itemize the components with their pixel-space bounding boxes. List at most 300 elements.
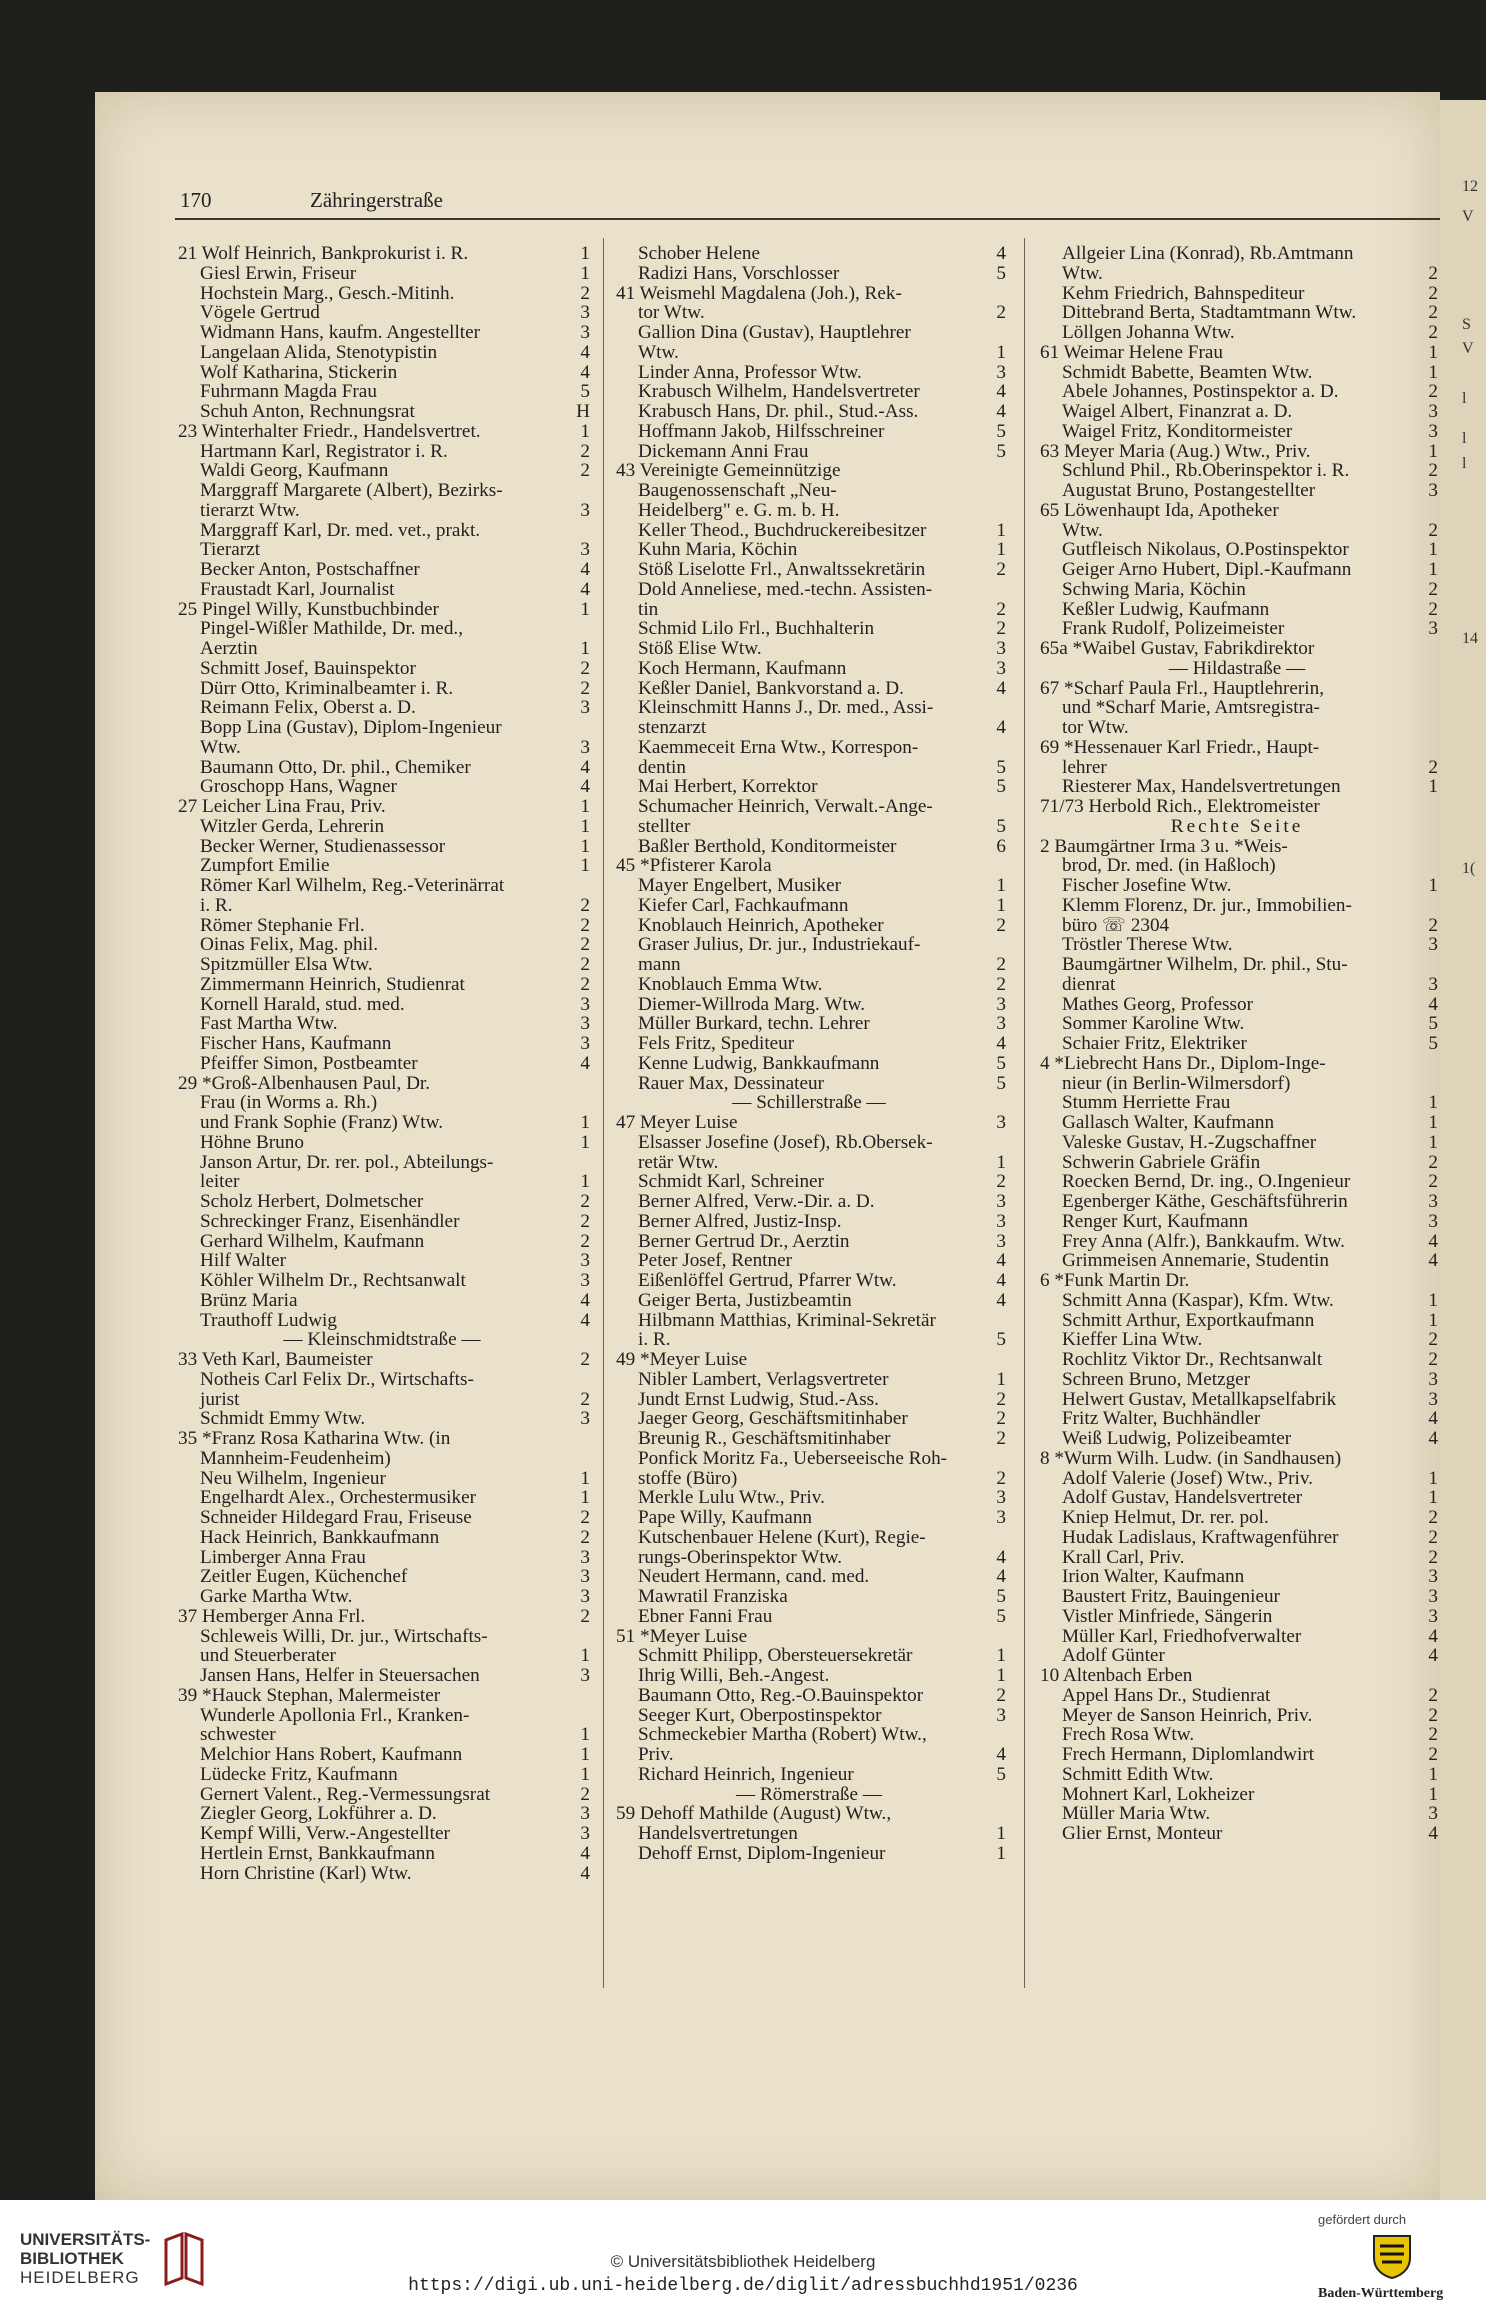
next-page-fragment: l xyxy=(1462,390,1467,407)
directory-entry-line xyxy=(616,1054,1006,1074)
entry-text: 27 Leicher Lina Frau, Priv. xyxy=(178,797,386,817)
entry-text: Fuhrmann Magda Frau xyxy=(200,382,377,402)
floor-number xyxy=(1002,738,1006,758)
floor-number xyxy=(1002,698,1006,718)
floor-number: 2 xyxy=(580,1508,590,1528)
directory-entry-line xyxy=(178,1172,590,1192)
floor-number xyxy=(1434,817,1438,837)
floor-number: 5 xyxy=(1428,1034,1438,1054)
entry-text: Widmann Hans, kaufm. Angestellter xyxy=(200,323,481,343)
floor-number: 3 xyxy=(1428,1389,1438,1410)
entry-text: brod, Dr. med. (in Haßloch) xyxy=(1062,856,1276,876)
directory-entry-line xyxy=(1040,402,1438,422)
directory-entry-line xyxy=(616,817,1006,837)
next-page-fragment: 12 xyxy=(1462,178,1478,195)
directory-entry-line xyxy=(1040,521,1438,541)
floor-number: 2 xyxy=(580,1350,590,1370)
floor-number: 4 xyxy=(1428,1409,1438,1429)
directory-entry-line xyxy=(616,1548,1006,1568)
floor-number: 1 xyxy=(1428,362,1438,383)
floor-number: 2 xyxy=(1428,382,1438,402)
floor-number: 4 xyxy=(1428,1429,1438,1449)
directory-entry-line xyxy=(1040,1666,1438,1686)
entry-text: Schuh Anton, Rechnungsrat xyxy=(200,402,415,422)
entry-text: Geiger Arno Hubert, Dipl.-Kaufmann xyxy=(1062,560,1352,580)
entry-text: Jundt Ernst Ludwig, Stud.-Ass. xyxy=(638,1389,879,1410)
entry-text: Spitzmüller Elsa Wtw. xyxy=(200,955,373,975)
directory-entry-line xyxy=(178,639,590,659)
floor-number: 5 xyxy=(996,441,1006,462)
directory-entry-line xyxy=(616,1587,1006,1607)
floor-number: 4 xyxy=(1428,1251,1438,1271)
directory-entry-line xyxy=(178,1745,590,1765)
floor-number: 1 xyxy=(580,856,590,876)
entry-text: Priv. xyxy=(638,1745,674,1765)
copyright-notice: © Universitätsbibliothek Heidelberg xyxy=(610,2252,876,2271)
floor-number: H xyxy=(576,402,590,422)
entry-text: Jaeger Georg, Geschäftsmitinhaber xyxy=(638,1409,908,1429)
floor-number: 2 xyxy=(580,895,590,916)
directory-entry-line xyxy=(178,659,590,679)
floor-number: 4 xyxy=(580,757,590,778)
entry-text: Mawratil Franziska xyxy=(638,1587,788,1607)
entry-text: Witzler Gerda, Lehrerin xyxy=(200,816,385,837)
floor-number: 1 xyxy=(996,1843,1006,1864)
floor-number: 4 xyxy=(996,382,1006,402)
floor-number: 1 xyxy=(580,263,590,284)
directory-entry-line xyxy=(1040,1251,1438,1271)
entry-text: 59 Dehoff Mathilde (August) Wtw., xyxy=(616,1804,892,1824)
floor-number xyxy=(1434,1074,1438,1094)
directory-entry-line xyxy=(178,837,590,857)
floor-number: 1 xyxy=(580,1764,590,1785)
entry-text: Schmitt Arthur, Exportkaufmann xyxy=(1062,1310,1315,1331)
directory-entry-line xyxy=(616,1172,1006,1192)
entry-text: Mayer Engelbert, Musiker xyxy=(638,876,842,896)
directory-entry-line xyxy=(1040,1172,1438,1192)
entry-text: Abele Johannes, Postinspektor a. D. xyxy=(1062,382,1339,402)
directory-entry-line xyxy=(178,955,590,975)
directory-entry-line xyxy=(1040,955,1438,975)
entry-text: Vögele Gertrud xyxy=(200,303,320,323)
floor-number: 4 xyxy=(996,402,1006,422)
entry-text: Wtw. xyxy=(200,737,241,758)
entry-text: Rechte Seite xyxy=(1170,816,1304,837)
floor-number: 3 xyxy=(580,1666,590,1686)
entry-text: 43 Vereinigte Gemeinnützige xyxy=(616,461,841,481)
entry-text: Frank Rudolf, Polizeimeister xyxy=(1062,619,1285,639)
directory-entry-line xyxy=(1040,1785,1438,1805)
entry-text: 71/73 Herbold Rich., Elektromeister xyxy=(1040,797,1320,817)
floor-number: 2 xyxy=(996,1429,1006,1449)
directory-entry-line xyxy=(1040,1212,1438,1232)
floor-number: 1 xyxy=(580,797,590,817)
floor-number: 3 xyxy=(996,658,1006,679)
directory-entry-line xyxy=(178,738,590,758)
floor-number: 4 xyxy=(580,1290,590,1311)
floor-number: 3 xyxy=(1428,619,1438,639)
directory-entry-line xyxy=(178,1627,590,1647)
entry-text: Schaier Fritz, Elektriker xyxy=(1062,1034,1247,1054)
directory-entry-line xyxy=(1040,600,1438,620)
floor-number: 3 xyxy=(580,540,590,560)
floor-number: 5 xyxy=(580,382,590,402)
floor-number: 3 xyxy=(996,1113,1006,1133)
entry-text: Köhler Wilhelm Dr., Rechtsanwalt xyxy=(200,1271,466,1291)
entry-text: Meyer de Sanson Heinrich, Priv. xyxy=(1062,1705,1313,1726)
floor-number: 3 xyxy=(580,1824,590,1844)
floor-number: 1 xyxy=(580,836,590,857)
floor-number: 2 xyxy=(580,1527,590,1548)
floor-number xyxy=(1002,1093,1006,1113)
directory-entry-line xyxy=(616,1330,1006,1350)
entry-text: Breunig R., Geschäftsmitinhaber xyxy=(638,1429,891,1449)
floor-number xyxy=(1002,1311,1006,1331)
directory-entry-line xyxy=(1040,1528,1438,1548)
floor-number: 3 xyxy=(996,1488,1006,1508)
floor-number: 2 xyxy=(996,599,1006,620)
entry-text: Hilf Walter xyxy=(200,1251,287,1271)
entry-text: Schleweis Willi, Dr. jur., Wirtschafts- xyxy=(200,1626,488,1647)
entry-text: Groschopp Hans, Wagner xyxy=(200,777,397,797)
directory-entry-line xyxy=(616,856,1006,876)
entry-text: Gerhard Wilhelm, Kaufmann xyxy=(200,1231,425,1252)
floor-number: 2 xyxy=(1428,1330,1438,1350)
entry-text: Pape Willy, Kaufmann xyxy=(638,1508,813,1528)
directory-entry-line xyxy=(178,1488,590,1508)
entry-text: Waigel Albert, Finanzrat a. D. xyxy=(1062,402,1293,422)
floor-number: 5 xyxy=(996,1053,1006,1074)
directory-entry-line xyxy=(1040,481,1438,501)
floor-number xyxy=(1002,1528,1006,1548)
entry-text: 47 Meyer Luise xyxy=(616,1113,738,1133)
entry-text: Wolf Katharina, Stickerin xyxy=(200,362,398,383)
entry-text: Richard Heinrich, Ingenieur xyxy=(638,1764,854,1785)
floor-number: 2 xyxy=(580,1606,590,1627)
header-rule xyxy=(175,218,1440,220)
directory-entry-line xyxy=(178,363,590,383)
floor-number: 1 xyxy=(580,1172,590,1192)
page-number: 170 xyxy=(180,188,212,212)
floor-number: 2 xyxy=(1428,1725,1438,1745)
directory-entry-line xyxy=(1040,1291,1438,1311)
floor-number: 3 xyxy=(996,994,1006,1015)
floor-number: 2 xyxy=(580,678,590,699)
directory-entry-line xyxy=(178,501,590,521)
directory-entry-line xyxy=(616,600,1006,620)
directory-entry-line xyxy=(616,1429,1006,1449)
floor-number: 3 xyxy=(1428,421,1438,442)
floor-number: 1 xyxy=(1428,1764,1438,1785)
directory-entry-line xyxy=(178,264,590,284)
directory-column-2 xyxy=(616,244,1006,1864)
floor-number: 1 xyxy=(580,599,590,620)
directory-entry-line xyxy=(1040,1627,1438,1647)
floor-number: 3 xyxy=(580,1034,590,1054)
directory-entry-line xyxy=(178,1429,590,1449)
directory-entry-line xyxy=(616,1706,1006,1726)
entry-text: Zimmermann Heinrich, Studienrat xyxy=(200,974,465,995)
directory-entry-line xyxy=(1040,1409,1438,1429)
floor-number: 4 xyxy=(580,1053,590,1074)
entry-text: 67 *Scharf Paula Frl., Hauptlehrerin, xyxy=(1040,678,1325,699)
directory-entry-line xyxy=(178,284,590,304)
floor-number: 1 xyxy=(1428,1468,1438,1489)
floor-number: 1 xyxy=(580,1745,590,1765)
directory-entry-line xyxy=(178,1706,590,1726)
directory-entry-line xyxy=(616,797,1006,817)
floor-number: 2 xyxy=(996,1389,1006,1410)
entry-text: Zeitler Eugen, Küchenchef xyxy=(200,1567,408,1587)
entry-text: Schmitt Edith Wtw. xyxy=(1062,1764,1214,1785)
directory-entry-line xyxy=(616,1390,1006,1410)
floor-number: 4 xyxy=(996,1034,1006,1054)
entry-text: Melchior Hans Robert, Kaufmann xyxy=(200,1745,463,1765)
directory-entry-line xyxy=(178,817,590,837)
floor-number: 3 xyxy=(996,1508,1006,1528)
directory-entry-line xyxy=(616,876,1006,896)
floor-number: 4 xyxy=(1428,1646,1438,1666)
directory-entry-line xyxy=(178,1666,590,1686)
floor-number: 3 xyxy=(580,1251,590,1271)
entry-text: Frech Rosa Wtw. xyxy=(1062,1725,1195,1745)
directory-entry-line xyxy=(178,382,590,402)
directory-entry-line xyxy=(178,1686,590,1706)
entry-text: Hack Heinrich, Bankkaufmann xyxy=(200,1527,440,1548)
directory-entry-line xyxy=(1040,1548,1438,1568)
directory-entry-line xyxy=(616,402,1006,422)
entry-text: Adolf Günter xyxy=(1062,1646,1165,1666)
entry-text: lehrer xyxy=(1062,757,1107,778)
entry-text: Schwing Maria, Köchin xyxy=(1062,579,1246,600)
directory-entry-line xyxy=(178,1034,590,1054)
entry-text: Geiger Berta, Justizbeamtin xyxy=(638,1290,852,1311)
floor-number: 2 xyxy=(580,1192,590,1212)
directory-entry-line xyxy=(1040,679,1438,699)
entry-text: i. R. xyxy=(638,1330,671,1350)
floor-number: 2 xyxy=(580,1211,590,1232)
street-divider xyxy=(616,1093,1006,1113)
floor-number: 2 xyxy=(996,1685,1006,1706)
floor-number: 2 xyxy=(580,915,590,936)
entry-text: Diemer-Willroda Marg. Wtw. xyxy=(638,994,866,1015)
directory-entry-line xyxy=(616,916,1006,936)
floor-number: 1 xyxy=(580,1725,590,1745)
entry-text: Berner Gertrud Dr., Aerztin xyxy=(638,1231,850,1252)
floor-number xyxy=(586,1627,590,1647)
entry-text: Schumacher Heinrich, Verwalt.-Ange- xyxy=(638,797,933,817)
entry-text: 41 Weismehl Magdalena (Joh.), Rek- xyxy=(616,283,902,304)
floor-number: 1 xyxy=(996,895,1006,916)
floor-number: 4 xyxy=(996,1745,1006,1765)
floor-number: 2 xyxy=(580,283,590,304)
directory-entry-line xyxy=(616,1844,1006,1864)
floor-number xyxy=(1002,580,1006,600)
directory-entry-line xyxy=(616,1824,1006,1844)
directory-entry-line xyxy=(1040,1587,1438,1607)
floor-number: 2 xyxy=(1428,1705,1438,1726)
directory-entry-line xyxy=(1040,442,1438,462)
directory-entry-line xyxy=(1040,1804,1438,1824)
floor-number: 3 xyxy=(580,1547,590,1568)
directory-entry-line xyxy=(178,975,590,995)
floor-number: 2 xyxy=(1428,1745,1438,1765)
floor-number xyxy=(586,718,590,738)
directory-entry-line xyxy=(616,481,1006,501)
entry-text: Marggraff Karl, Dr. med. vet., prakt. xyxy=(200,520,481,541)
directory-entry-line xyxy=(1040,560,1438,580)
floor-number: 1 xyxy=(1428,876,1438,896)
entry-text: tor Wtw. xyxy=(1062,718,1129,738)
floor-number xyxy=(586,481,590,501)
directory-entry-line xyxy=(1040,1054,1438,1074)
entry-text: Pfeiffer Simon, Postbeamter xyxy=(200,1053,418,1074)
floor-number: 2 xyxy=(996,619,1006,639)
directory-entry-line xyxy=(1040,1330,1438,1350)
floor-number: 3 xyxy=(580,994,590,1015)
entry-text: Graser Julius, Dr. jur., Industriekauf- xyxy=(638,935,921,955)
entry-text: Dickemann Anni Frau xyxy=(638,441,809,462)
floor-number: 4 xyxy=(580,579,590,600)
entry-text: Schlund Phil., Rb.Oberinspektor i. R. xyxy=(1062,461,1350,481)
entry-text: Hilbmann Matthias, Kriminal-Sekretär xyxy=(638,1310,936,1331)
entry-text: Kleinschmitt Hanns J., Dr. med., Assi- xyxy=(638,698,934,718)
directory-entry-line xyxy=(616,284,1006,304)
directory-entry-line xyxy=(1040,1271,1438,1291)
entry-text: und Steuerberater xyxy=(200,1646,336,1666)
entry-text: Fischer Josefine Wtw. xyxy=(1062,876,1232,896)
directory-entry-line xyxy=(1040,1745,1438,1765)
floor-number: 2 xyxy=(996,974,1006,995)
entry-text: Gutfleisch Nikolaus, O.Postinspektor xyxy=(1062,540,1349,560)
directory-entry-line xyxy=(178,1232,590,1252)
floor-number: 3 xyxy=(580,1409,590,1429)
floor-number xyxy=(1434,738,1438,758)
directory-entry-line xyxy=(178,1271,590,1291)
directory-entry-line xyxy=(178,1113,590,1133)
entry-text: Brünz Maria xyxy=(200,1290,298,1311)
entry-text: Koch Hermann, Kaufmann xyxy=(638,658,847,679)
floor-number: 4 xyxy=(1428,994,1438,1015)
entry-text: Bopp Lina (Gustav), Diplom-Ingenieur xyxy=(200,718,502,738)
next-page-fragment: V xyxy=(1462,208,1474,225)
floor-number: 4 xyxy=(580,560,590,580)
entry-text: Stöß Elise Wtw. xyxy=(638,639,762,659)
page-title: Zähringerstraße xyxy=(310,188,443,212)
entry-text: retär Wtw. xyxy=(638,1152,719,1173)
directory-entry-line xyxy=(178,1449,590,1469)
entry-text: Wtw. xyxy=(638,342,679,363)
entry-text: Dürr Otto, Kriminalbeamter i. R. xyxy=(200,678,454,699)
directory-entry-line xyxy=(616,461,1006,481)
floor-number: 5 xyxy=(996,1073,1006,1094)
floor-number: 3 xyxy=(996,1231,1006,1252)
entry-text: und *Scharf Marie, Amtsregistra- xyxy=(1062,698,1320,718)
directory-entry-line xyxy=(616,896,1006,916)
entry-text: Linder Anna, Professor Wtw. xyxy=(638,362,862,383)
permalink-url[interactable]: https://digi.ub.uni-heidelberg.de/diglit/adressbuchhd1951/0236 xyxy=(408,2276,1078,2296)
entry-text: Elsasser Josefine (Josef), Rb.Obersek- xyxy=(638,1132,933,1153)
entry-text: Krabusch Wilhelm, Handelsvertreter xyxy=(638,382,920,402)
funder-name: Baden-Württemberg xyxy=(1318,2286,1444,2301)
floor-number: 2 xyxy=(1428,1152,1438,1173)
floor-number xyxy=(1002,461,1006,481)
directory-entry-line xyxy=(616,1350,1006,1370)
entry-text: Ihrig Willi, Beh.-Angest. xyxy=(638,1666,830,1686)
entry-text: Schreckinger Franz, Eisenhändler xyxy=(200,1211,460,1232)
directory-entry-line xyxy=(616,1212,1006,1232)
floor-number: 3 xyxy=(580,323,590,343)
entry-text: Schmeckebier Martha (Robert) Wtw., xyxy=(638,1725,927,1745)
directory-entry-line xyxy=(1040,896,1438,916)
entry-text: Lüdecke Fritz, Kaufmann xyxy=(200,1764,398,1785)
entry-text: Schwerin Gabriele Gräfin xyxy=(1062,1152,1261,1173)
entry-text: Limberger Anna Frau xyxy=(200,1547,366,1568)
directory-entry-line xyxy=(1040,1034,1438,1054)
entry-text: stoffe (Büro) xyxy=(638,1468,738,1489)
directory-entry-line xyxy=(1040,619,1438,639)
entry-text: Gallasch Walter, Kaufmann xyxy=(1062,1113,1275,1133)
entry-text: 65a *Waibel Gustav, Fabrikdirektor xyxy=(1040,639,1315,659)
entry-text: Mai Herbert, Korrektor xyxy=(638,777,818,797)
directory-entry-line xyxy=(178,402,590,422)
directory-entry-line xyxy=(178,1390,590,1410)
floor-number xyxy=(1434,1271,1438,1291)
directory-entry-line xyxy=(178,1311,590,1331)
directory-entry-line xyxy=(1040,1311,1438,1331)
floor-number xyxy=(586,1449,590,1469)
entry-text: Ziegler Georg, Lokführer a. D. xyxy=(200,1804,437,1824)
directory-entry-line xyxy=(616,1686,1006,1706)
floor-number: 2 xyxy=(1428,1685,1438,1706)
next-page-fragment: S xyxy=(1462,316,1471,333)
directory-entry-line xyxy=(616,540,1006,560)
directory-entry-line xyxy=(616,1153,1006,1173)
entry-text: 23 Winterhalter Friedr., Handelsvertret. xyxy=(178,421,481,442)
floor-number xyxy=(1434,679,1438,699)
entry-text: Eißenlöffel Gertrud, Pfarrer Wtw. xyxy=(638,1271,897,1291)
entry-text: 63 Meyer Maria (Aug.) Wtw., Priv. xyxy=(1040,441,1311,462)
directory-entry-line xyxy=(178,1864,590,1884)
floor-number: 2 xyxy=(1428,323,1438,343)
floor-number: 2 xyxy=(580,955,590,975)
entry-text: Klemm Florenz, Dr. jur., Immobilien- xyxy=(1062,895,1352,916)
floor-number xyxy=(1434,856,1438,876)
adjacent-page-edge xyxy=(1440,100,1486,2200)
entry-text: Neudert Hermann, cand. med. xyxy=(638,1567,870,1587)
floor-number xyxy=(1002,856,1006,876)
floor-number: 1 xyxy=(996,540,1006,560)
directory-entry-line xyxy=(1040,1093,1438,1113)
directory-entry-line xyxy=(1040,343,1438,363)
entry-text: dentin xyxy=(638,757,686,778)
directory-entry-line xyxy=(616,442,1006,462)
entry-text: Baumgärtner Wilhelm, Dr. phil., Stu- xyxy=(1062,955,1348,975)
entry-text: Knoblauch Emma Wtw. xyxy=(638,974,823,995)
entry-text: Seeger Kurt, Oberpostinspektor xyxy=(638,1705,882,1726)
floor-number: 6 xyxy=(996,836,1006,857)
next-page-fragment: 1( xyxy=(1462,860,1476,877)
directory-entry-line xyxy=(1040,1706,1438,1726)
floor-number: 3 xyxy=(580,1804,590,1824)
entry-text: 65 Löwenhaupt Ida, Apotheker xyxy=(1040,500,1279,521)
entry-text: Becker Anton, Postschaffner xyxy=(200,560,420,580)
entry-text: Aerztin xyxy=(200,639,258,659)
entry-text: Stöß Liselotte Frl., Anwaltssekretärin xyxy=(638,560,926,580)
directory-entry-line xyxy=(616,264,1006,284)
floor-number: 1 xyxy=(1428,1132,1438,1153)
floor-number: 2 xyxy=(580,935,590,955)
